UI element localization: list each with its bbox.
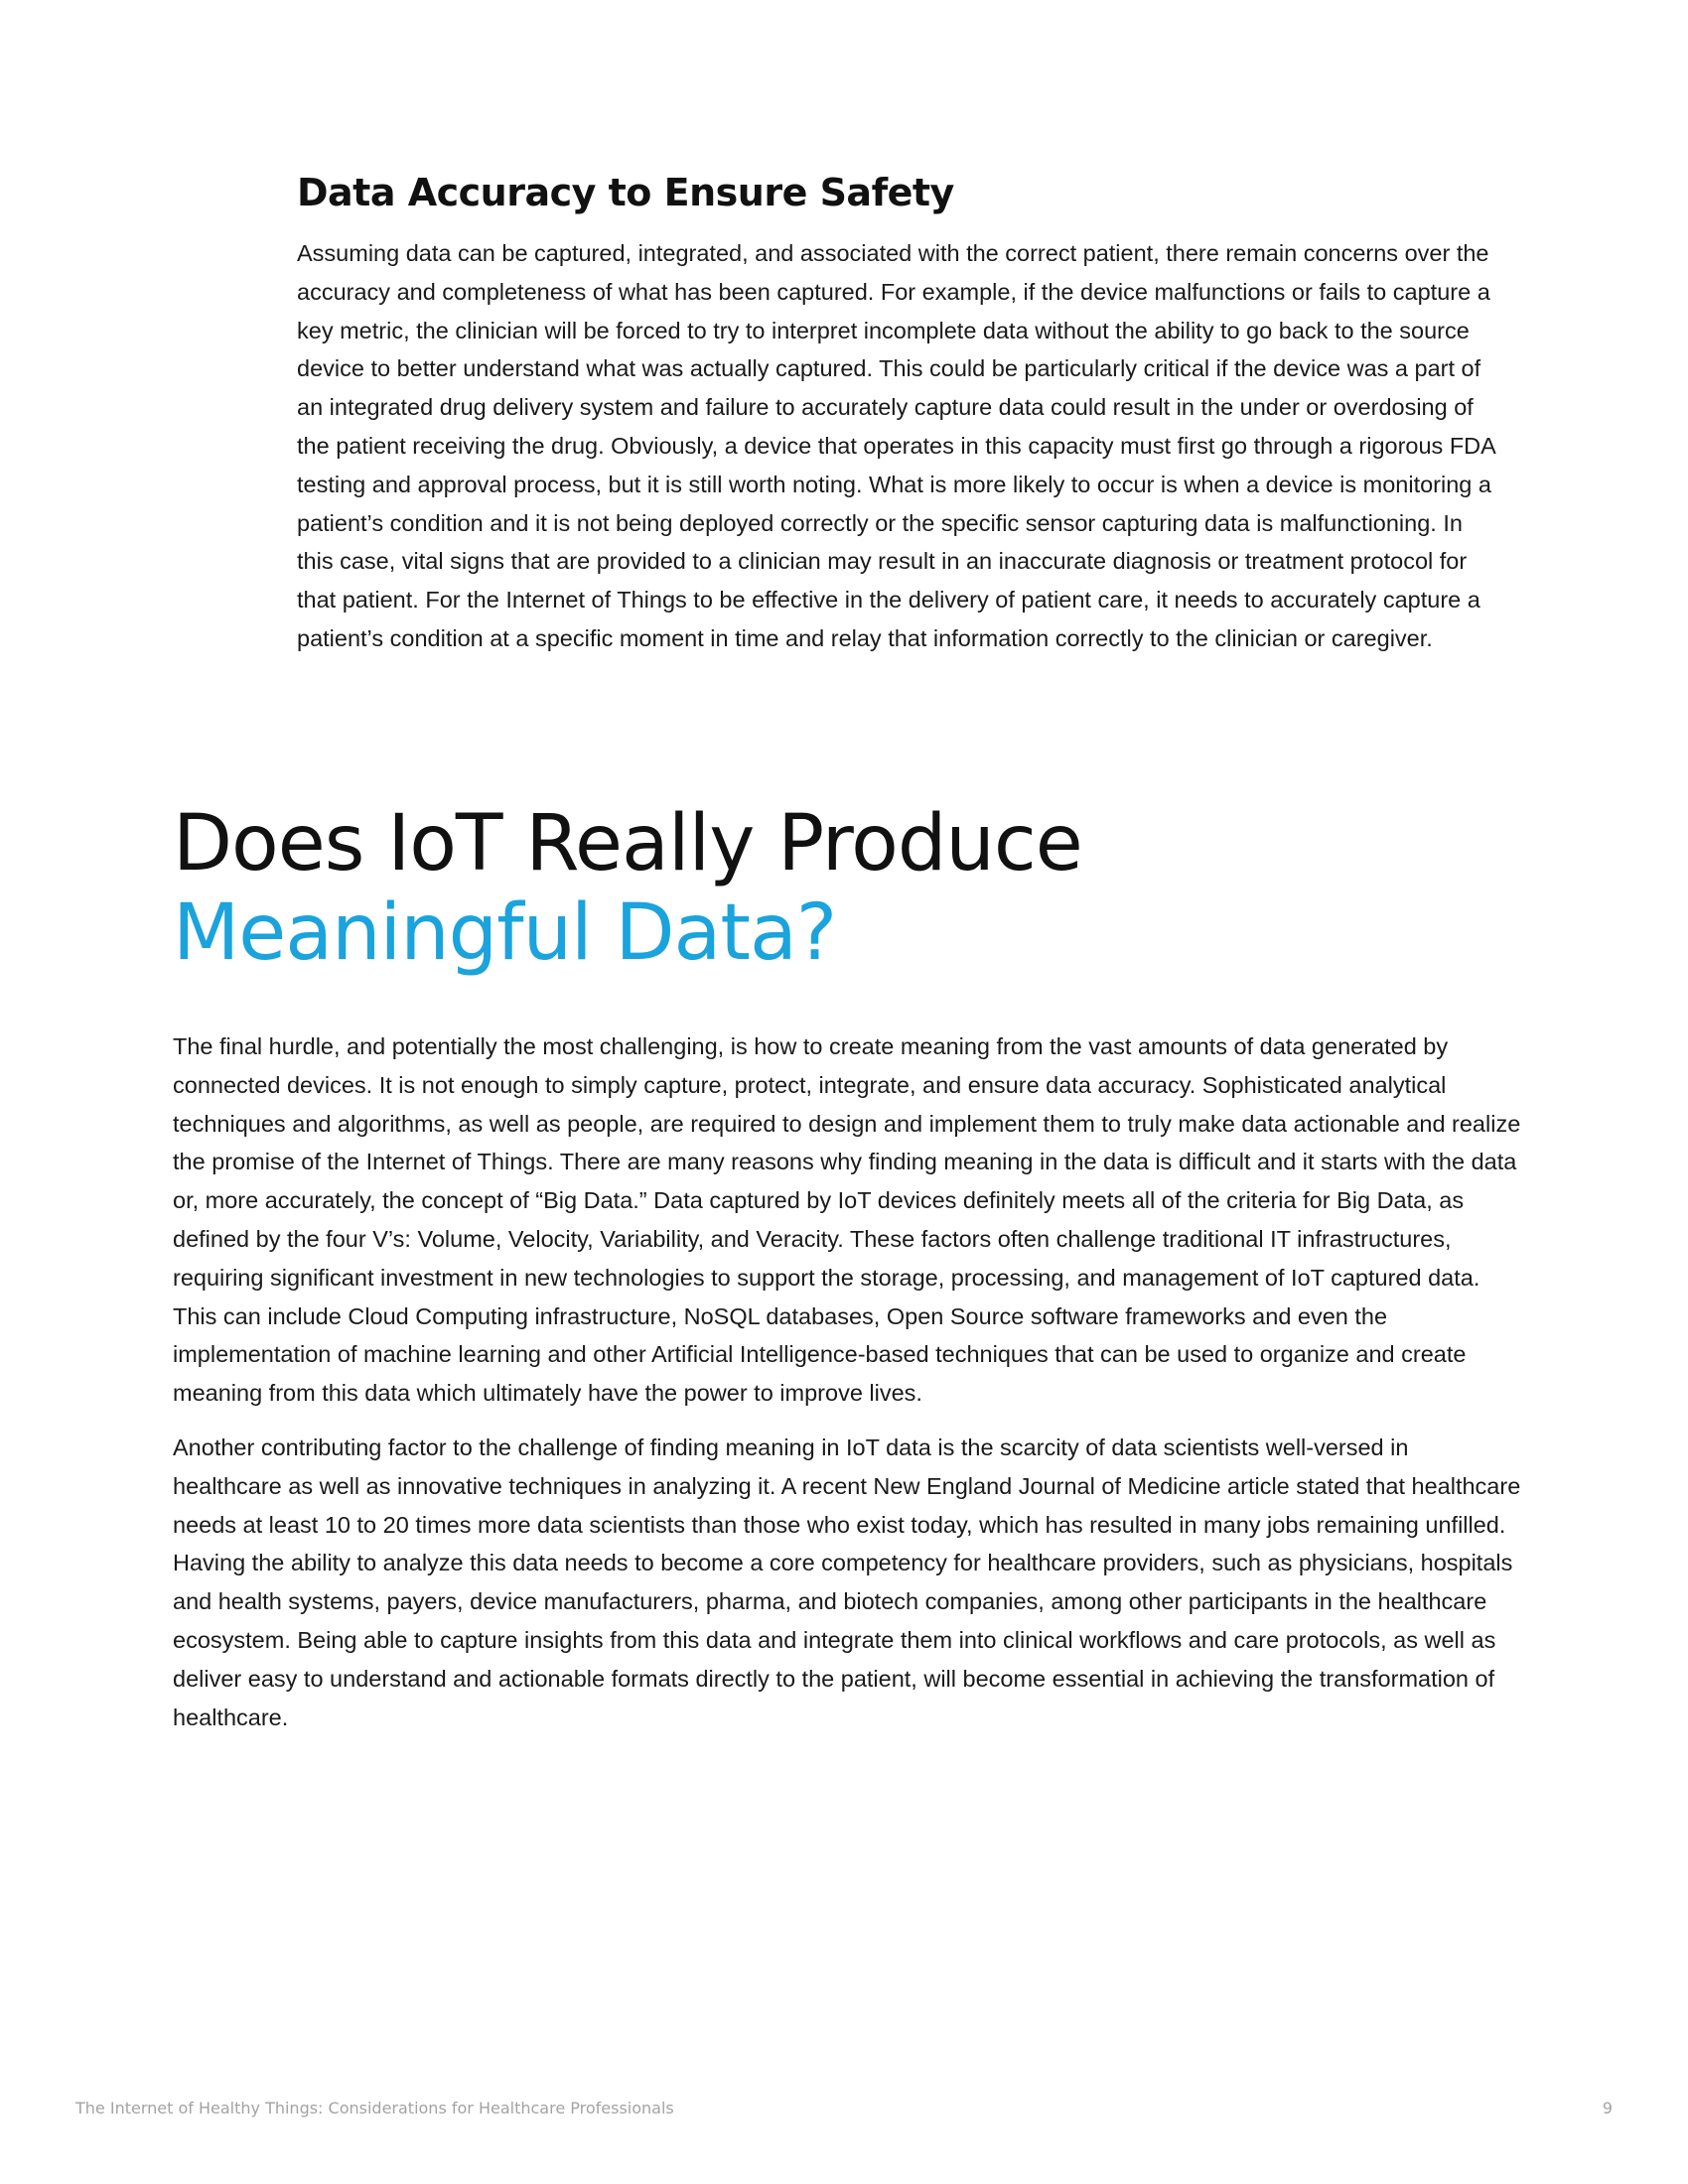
article-paragraph-1: The final hurdle, and potentially the most challenging, is how to create meaning from the vast amounts of data generated by connected devices. It is not enough to simply capture, protect, integrate, and ensure data accuracy. Sophisticated analytical techniques and algorithms, as well as people, are required to design and implement them to truly make data actionable and realize the promise of the Internet of Things. There are many reasons why finding meaning in the data is difficult and it starts with the data or, more accurately, the concept of “Big Data.” Data captured by IoT devices definitely meets all of the criteria for Big Data, as defined by the four V’s: Volume, Velocity, Variability, and Veracity. These factors often challenge traditional IT infrastructures, requiring significant investment in new technologies to support the storage, processing, and management of IoT captured data. This can include Cloud Computing infrastructure, NoSQL databases, Open Source software frameworks and even the implementation of machine learning and other Artificial Intelligence-based techniques that can be used to organize and create meaning from this data which ultimately have the power to improve lives. xyxy=(173,1033,1521,1407)
meaningful-data-section xyxy=(173,799,1523,1736)
page-title-line-2-accent: Meaningful Data? xyxy=(173,888,837,978)
section-heading: Data Accuracy to Ensure Safety xyxy=(297,171,954,214)
data-accuracy-section xyxy=(297,169,1503,658)
page-footer xyxy=(75,2099,1613,2122)
page-title-line-1: Does IoT Really Produce xyxy=(173,799,1082,888)
article-body xyxy=(173,1027,1523,1736)
page-number: 9 xyxy=(1602,2099,1613,2117)
page-title xyxy=(173,799,1523,978)
section-paragraph: Assuming data can be captured, integrated, and associated with the correct patient, there remain concerns over the accuracy and completeness of what has been captured. For example, if the device malfunctions or fails to capture a key metric, the clinician will be forced to try to interpret incomplete data without the ability to go back to the source device to better understand what was actually captured. This could be particularly critical if the device was a part of an integrated drug delivery system and failure to accurately capture data could result in the under or overdosing of the patient receiving the drug. Obviously, a device that operates in this capacity must first go through a rigorous FDA testing and approval process, but it is still worth noting. What is more likely to occur is when a device is monitoring a patient’s condition and it is not being deployed correctly or the specific sensor capturing data is malfunctioning. In this case, vital signs that are provided to a clinician may result in an inaccurate diagnosis or treatment protocol for that patient. For the Internet of Things to be effective in the delivery of patient care, it needs to accurately capture a patient’s condition at a specific moment in time and relay that information correctly to the clinician or caregiver. xyxy=(297,240,1495,651)
article-paragraph-2: Another contributing factor to the challenge of finding meaning in IoT data is the scarcity of data scientists well-versed in healthcare as well as innovative techniques in analyzing it. A recent New England Journal of Medicine article stated that healthcare needs at least 10 to 20 times more data scientists than those who exist today, which has resulted in many jobs remaining unfilled. Having the ability to analyze this data needs to become a core competency for healthcare providers, such as physicians, hospitals and health systems, payers, device manufacturers, pharma, and biotech companies, among other participants in the healthcare ecosystem. Being able to capture insights from this data and integrate them into clinical workflows and care protocols, as well as deliver easy to understand and actionable formats directly to the patient, will become essential in achieving the transformation of healthcare. xyxy=(173,1433,1521,1730)
footer-document-title: The Internet of Healthy Things: Considerations for Healthcare Professionals xyxy=(75,2099,674,2117)
